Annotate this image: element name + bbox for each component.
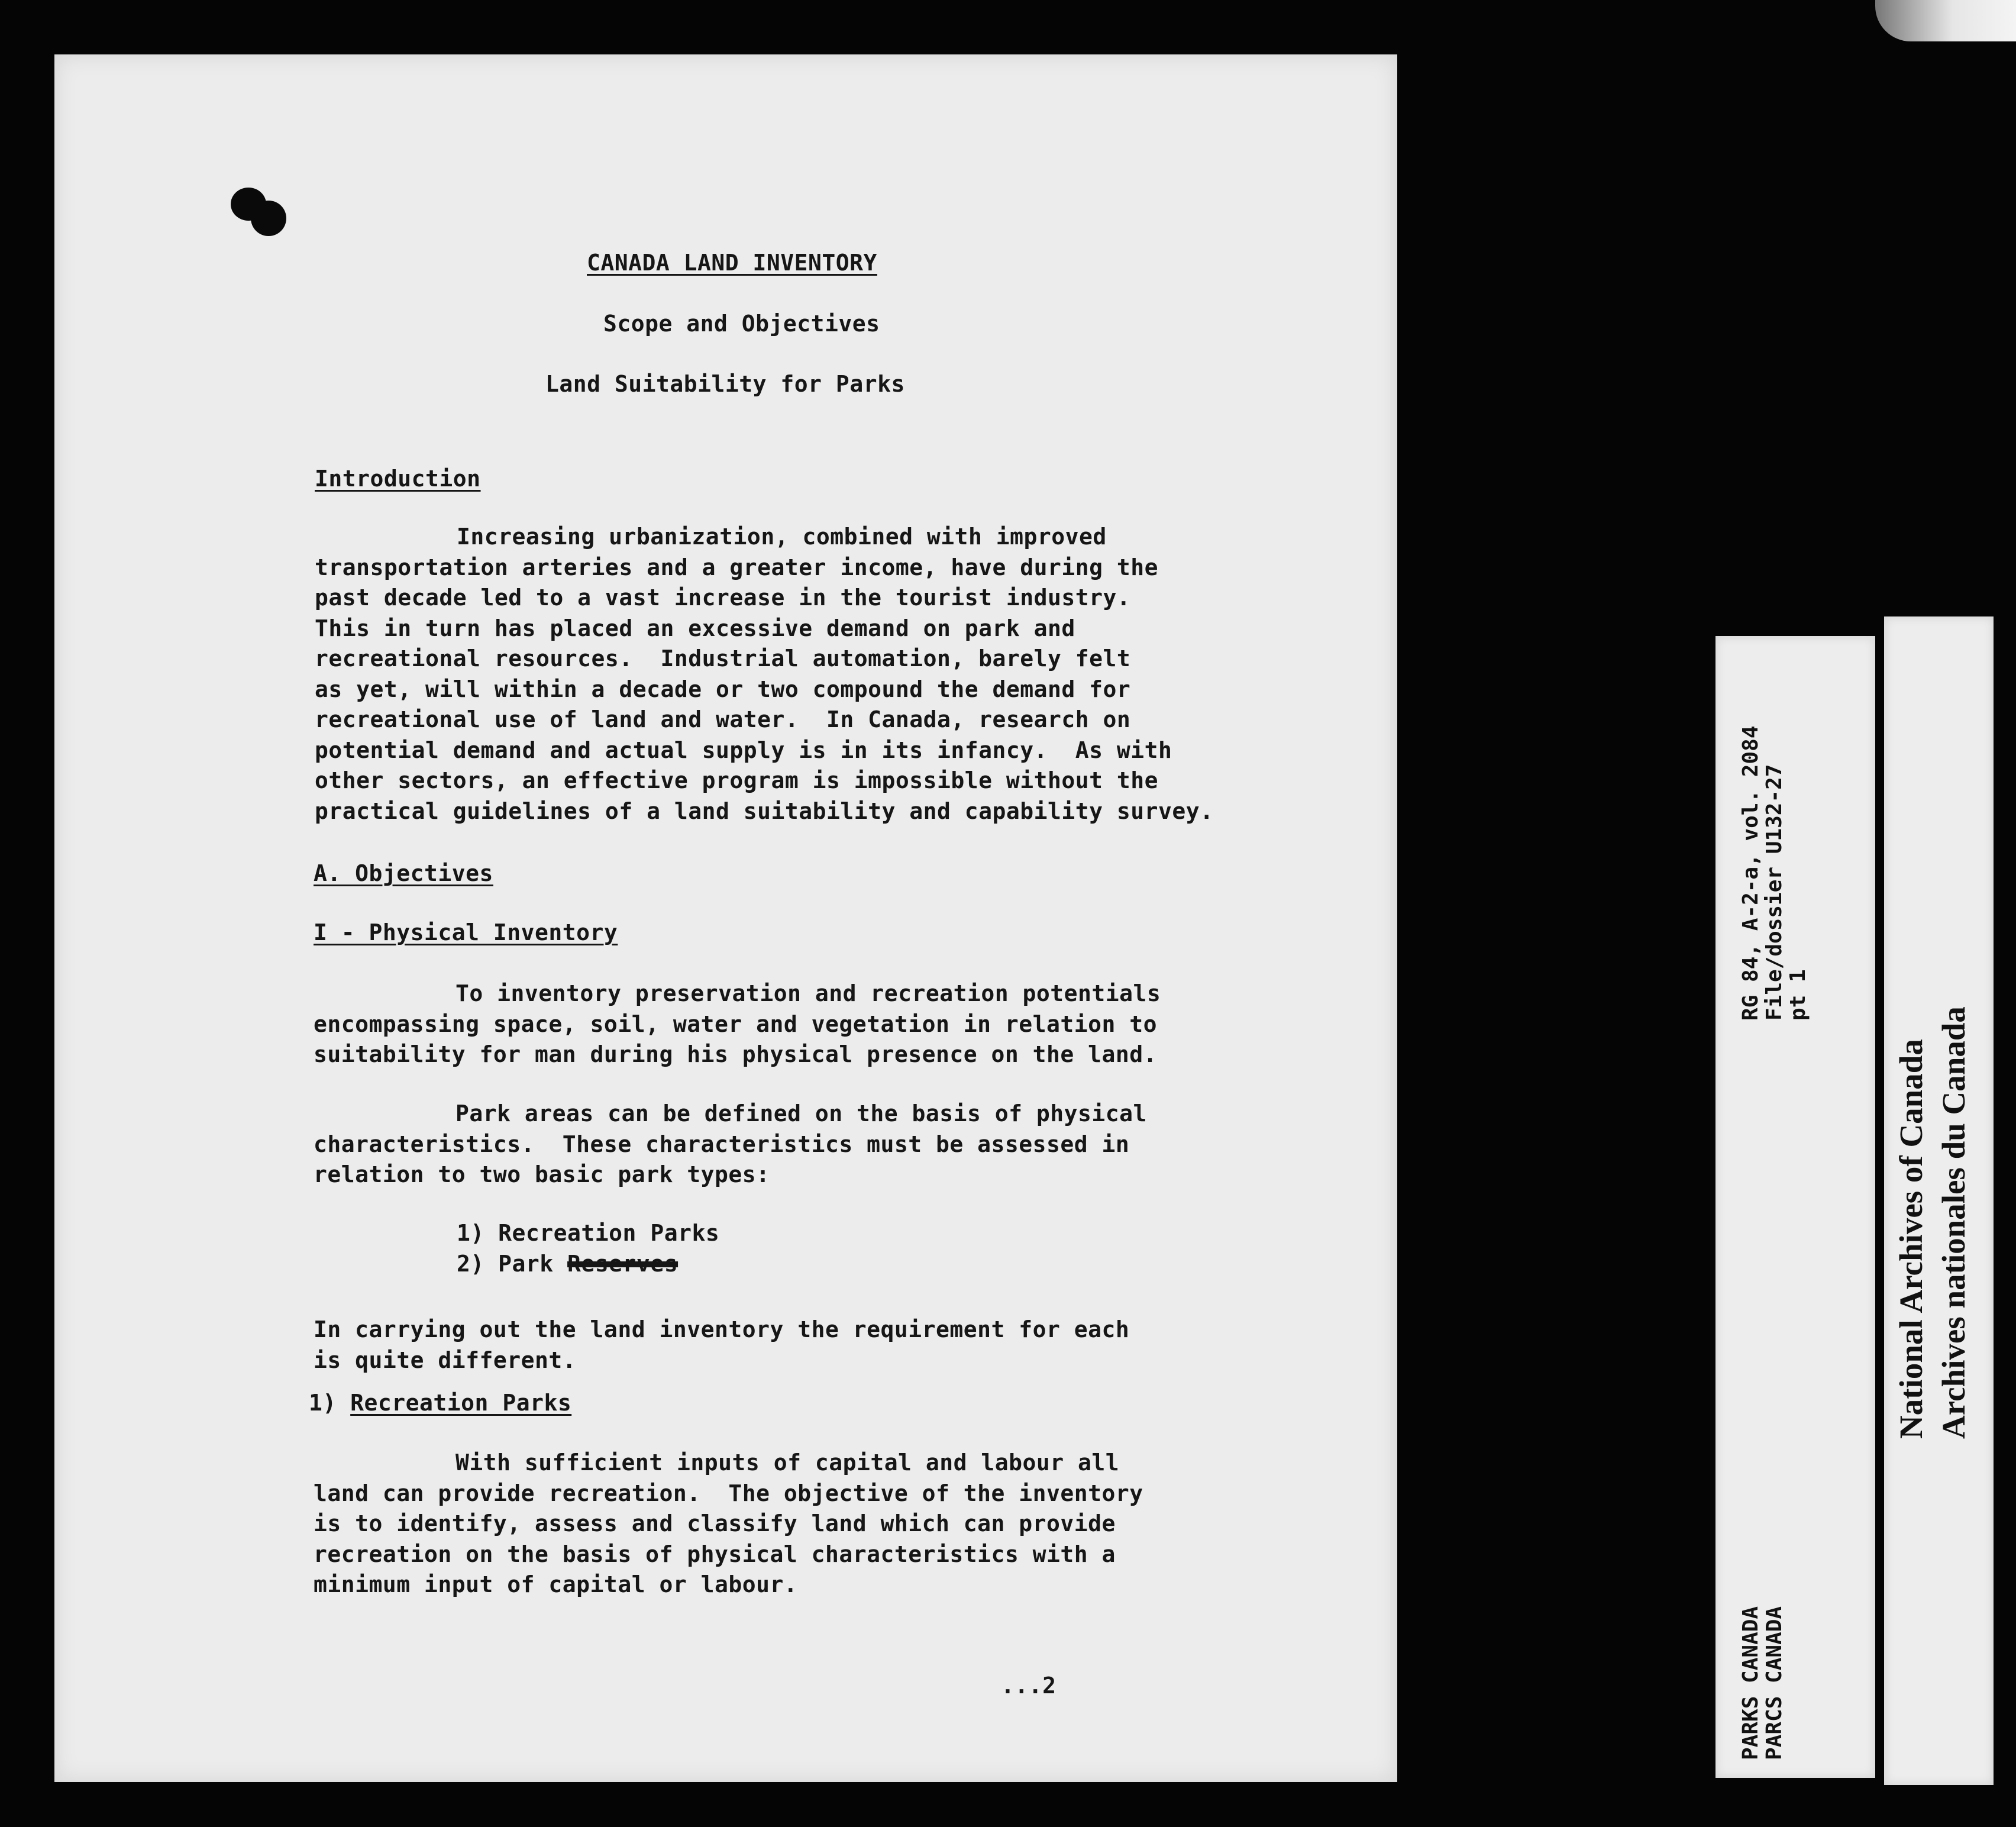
carrying-out-paragraph: In carrying out the land inventory the requirement for each is quite different. — [314, 1316, 1130, 1373]
recreation-parks-heading — [309, 1390, 571, 1416]
document-subtitle: Scope and Objectives — [603, 311, 880, 337]
list-number: 2) — [457, 1251, 484, 1277]
introduction-heading: Introduction — [315, 466, 481, 492]
struck-out-text: Reserves — [567, 1251, 679, 1277]
page-continuation: ...2 — [1001, 1673, 1057, 1699]
physical-inventory-paragraph: To inventory preservation and recreation potentials encompassing space, soil, water and vegetation in relation to suitability for man during his physical presence on the land. — [314, 980, 1161, 1067]
introduction-paragraph: Increasing urbanization, combined with improved transportation arteries and a greater income, have during the past decade led to a vast increase in the tourist industry. This in turn has placed an excessive demand on park and recreational resources. Industrial automation, barely felt as yet, will within a decade or two compound the demand for recreational use of land and water. In Canada, research on potential demand and actual supply is in its infancy. As with other sectors, an effective program is impossible without the practical guidelines of a land suitability and capability survey. — [315, 524, 1214, 824]
document-title: CANADA LAND INVENTORY — [587, 250, 877, 276]
archive-line-2: Archives nationales du Canada — [1936, 1006, 1972, 1439]
reference-line-3: pt 1 — [1786, 969, 1810, 1021]
punch-hole-mark — [226, 182, 291, 241]
document-subtitle-2: Land Suitability for Parks — [545, 371, 905, 397]
archive-label-card — [1884, 616, 1994, 1785]
reference-label-card — [1715, 636, 1875, 1778]
section-a-heading: A. Objectives — [314, 860, 493, 886]
scan-corner-glare — [1875, 0, 2016, 41]
park-type-list-item — [457, 1251, 678, 1277]
list-text: Recreation Parks — [498, 1220, 720, 1246]
list-text: Park — [498, 1251, 568, 1277]
recreation-parks-paragraph: With sufficient inputs of capital and labour all land can provide recreation. The objective of the inventory is to identify, assess and classify land which can provide recreation on the basis of physical characteristics with a minimum input of capital or labour. — [314, 1450, 1143, 1597]
park-areas-paragraph: Park areas can be defined on the basis of physical characteristics. These characteristics must be assessed in relation to two basic park types: — [314, 1100, 1147, 1187]
heading-text: Recreation Parks — [350, 1390, 572, 1416]
archive-line-1: National Archives of Canada — [1893, 1039, 1929, 1439]
physical-inventory-heading: I - Physical Inventory — [314, 919, 618, 945]
list-number: 1) — [457, 1220, 484, 1246]
reference-line-1: RG 84, A-2-a, vol. 2084 — [1739, 725, 1763, 1021]
reference-line-2: File/dossier U132-27 — [1762, 764, 1786, 1021]
reference-line-5: PARCS CANADA — [1762, 1606, 1786, 1760]
park-type-list-item — [457, 1220, 719, 1246]
heading-number: 1) — [309, 1390, 337, 1416]
document-page — [54, 54, 1397, 1782]
reference-line-4: PARKS CANADA — [1739, 1606, 1763, 1760]
